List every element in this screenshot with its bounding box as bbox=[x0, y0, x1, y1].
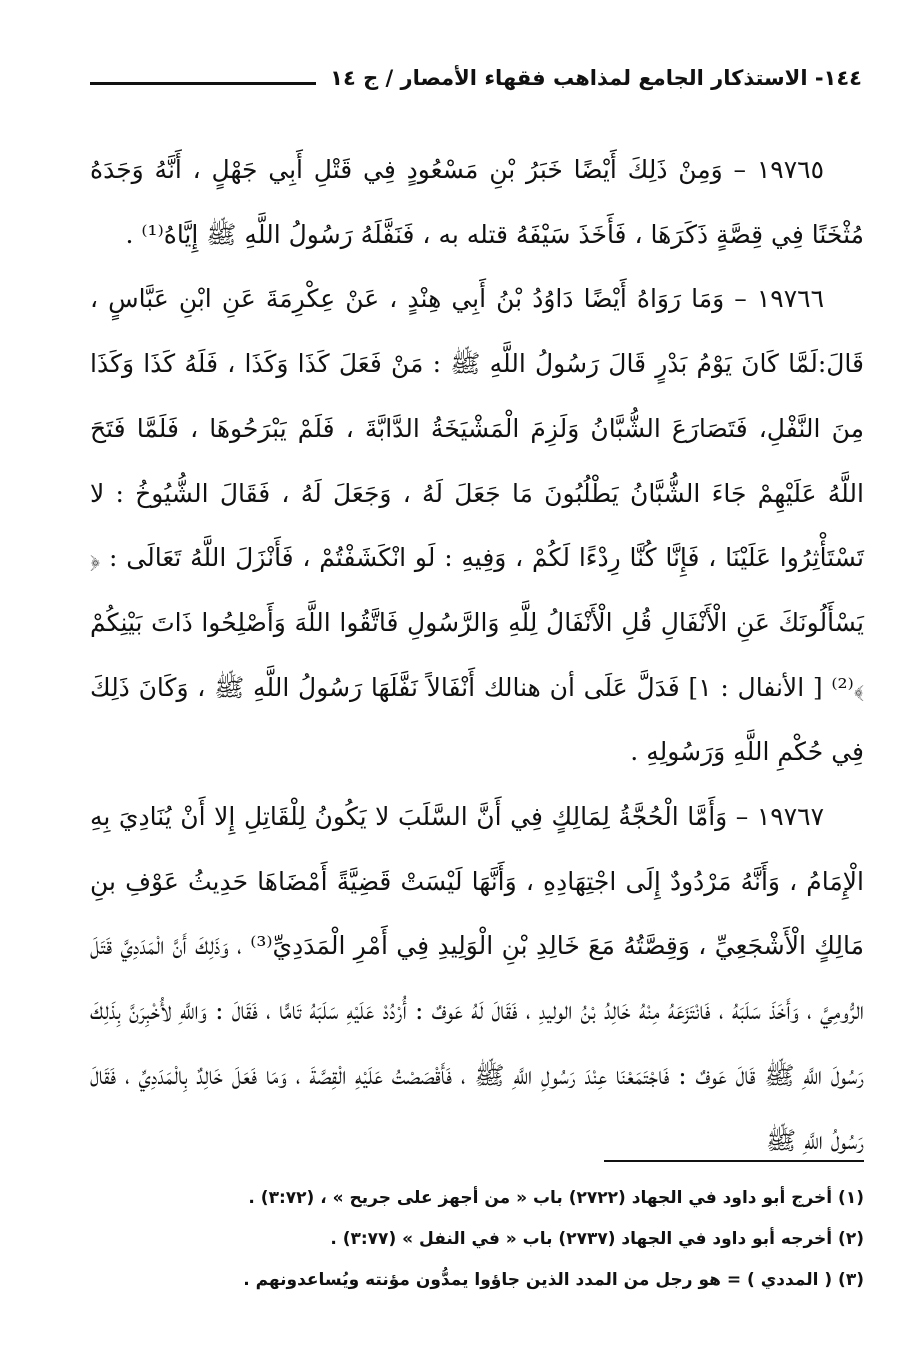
header-rule bbox=[90, 82, 316, 85]
page-header bbox=[90, 58, 862, 98]
footnote-2: (٢) أخرجه أبو داود في الجهاد (٢٧٣٧) باب « في النفل » (٣:٧٧) . bbox=[330, 1229, 864, 1249]
paragraph-text: ١٩٧٦٥ – وَمِنْ ذَلِكَ أَيْضًا خَبَرُ بْنِ مَسْعُودٍ فِي قَتْلِ أَبِي جَهْلٍ ، أَنَّهُ وَجَدَهُ مُثْخَنًا فِي قِصَّةٍ ذَكَرَهَا ، فَأَخَذَ سَيْفَهُ قتله به ، فَنَفَّلَهُ رَسُولُ اللَّهِ ﷺ إِيَّاهُ⁽¹⁾ . bbox=[90, 155, 864, 249]
paragraph-19766 bbox=[90, 267, 864, 785]
paragraph-19765 bbox=[90, 138, 864, 267]
paragraph-19767 bbox=[90, 785, 864, 1173]
footnote-rule bbox=[604, 1160, 864, 1162]
footnote-3: (٣) ( المددي ) = هو رجل من المدد الذين جاؤوا يمدُّون مؤنته ويُساعدونهم . bbox=[243, 1270, 864, 1290]
main-text bbox=[90, 138, 864, 1173]
footnote-1: (١) أخرج أبو داود في الجهاد (٢٧٢٢) باب « من أجهز على جريح » ، (٣:٧٢) . bbox=[248, 1188, 864, 1208]
footnotes bbox=[90, 1178, 864, 1301]
paragraph-text: ١٩٧٦٦ – وَمَا رَوَاهُ أَيْضًا دَاوُدُ بْنُ أَبِي هِنْدٍ ، عَنْ عِكْرِمَةَ عَنِ ابْنِ عَبَّاسٍ ، قَالَ:لَمَّا كَانَ يَوْمُ بَدْرٍ قَالَ رَسُولُ اللَّهِ ﷺ : مَنْ فَعَلَ كَذَا وَكَذَا ، فَلَهُ كَذَا وَكَذَا مِنَ النَّفْلِ، فَتَصَارَعَ الشُّبَّانُ وَلَزِمَ الْمَشْيَخَةُ الدَّابَّةَ ، فَلَمْ يَبْرَحُوهَا ، فَلَمَّا فَتَحَ اللَّهُ عَلَيْهِمْ جَاءَ الشُّبَّانُ يَطْلُبُونَ مَا جَعَلَ لَهُ ، وَجَعَلَ لَهُ ، فَقَالَ الشُّيُوخُ : لا تَسْتَأْثِرُوا عَلَيْنَا ، فَإِنَّا كُنَّا رِدْءًا لَكُمْ ، وَفِيهِ : لَو انْكَشَفْتُمْ ، فَأَنْزَلَ اللَّهُ تَعَالَى : ﴿ يَسْأَلُونَكَ عَنِ الْأَنْفَالِ قُلِ الْأَنْفَالُ لِلَّهِ وَالرَّسُولِ فَاتَّقُوا اللَّهَ وَأَصْلِحُوا ذَاتَ بَيْنِكُمْ ﴾⁽²⁾ [ الأنفال : ١] فَدَلَّ عَلَى أن هنالك أَنْفَالاً نَفَّلَهَا رَسُولُ اللَّهِ ﷺ ، وَكَانَ ذَلِكَ فِي حُكْمِ اللَّهِ وَرَسُولِهِ . bbox=[90, 284, 864, 767]
running-title: ١٤٤- الاستذكار الجامع لمذاهب فقهاء الأمصار / ج ١٤ bbox=[330, 66, 862, 90]
paragraph-text: ١٩٧٦٧ – وَأَمَّا الْحُجَّةُ لِمَالِكٍ فِي أَنَّ السَّلَبَ لا يَكُونُ لِلْقَاتِلِ إِلا أَنْ يُنَادِيَ بِهِ الْإِمَامُ ، وَأَنَّهُ مَرْدُودٌ إِلَى اجْتِهَادِهِ ، وَأَنَّهَا لَيْسَتْ قَضِيَّةً أَمْضَاهَا حَدِيثُ عَوْفِ بنِ مَالِكٍ الْأَشْجَعِيِّ ، وَقِصَّتُهُ مَعَ خَالِدِ بْنِ الْوَلِيدِ فِي أَمْرِ الْمَدَدِيِّ⁽³⁾ ، وَذَلِكَ أَنَّ الْمَدَدِيَّ قَتَلَ الرُّومِيَّ ، وَأَخَذَ سَلَبَهُ ، فَانْتَزَعَهُ مِنْهُ خَالِدُ بْنُ الوليدِ ، فَقَالَ لَهُ عَوفٌ : أُرْدُدْ عَلَيْهِ سَلَبَهُ تَامًّا ، فَقَالَ : وَاللَّهِ لأُخْبِرَنَّ بِذَلِكَ رَسُولَ اللَّهِ ﷺ قَالَ عَوفٌ : فَاجْتَمَعْنَا عِنْدَ رَسُولِ اللَّهِ ﷺ ، فَأَقْصَصْتُ عَلَيْهِ الْقِصَّةَ ، وَمَا فَعَلَ خَالِدٌ بِالْمَدَدِيِّ ، فَقَالَ رَسُولُ اللَّهِ ﷺ bbox=[90, 802, 864, 1155]
